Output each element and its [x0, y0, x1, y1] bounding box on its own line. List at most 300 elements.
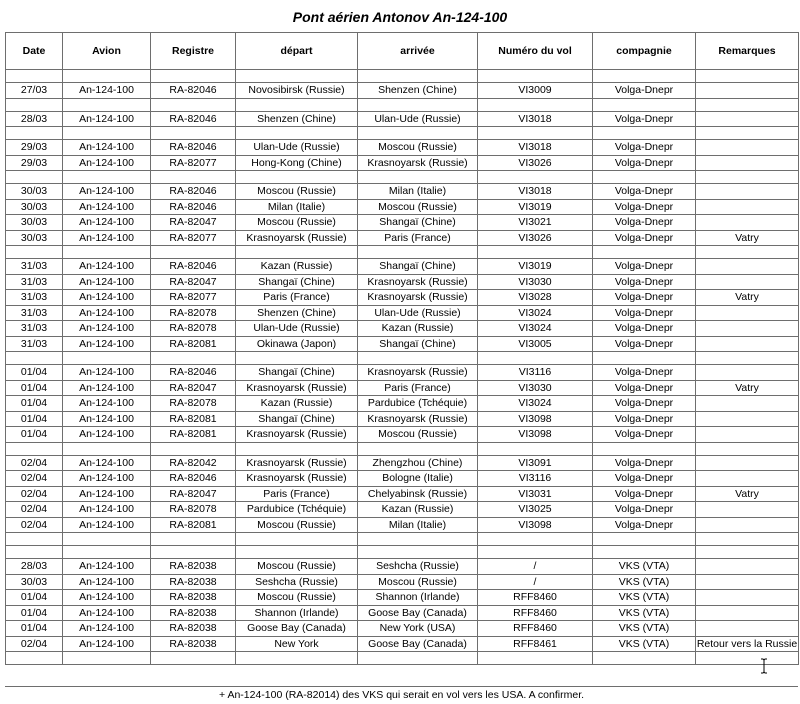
departure-cell[interactable]: Hong-Kong (Chine): [236, 155, 358, 171]
arrival-cell[interactable]: Pardubice (Tchéquie): [358, 396, 478, 412]
aircraft-cell[interactable]: An-124-100: [63, 199, 151, 215]
date-cell[interactable]: 29/03: [6, 140, 63, 156]
flight-number-cell[interactable]: VI3025: [478, 502, 593, 518]
flight-number-cell[interactable]: VI3019: [478, 259, 593, 275]
flight-number-cell[interactable]: VI3018: [478, 140, 593, 156]
registration-cell[interactable]: RA-82038: [151, 636, 236, 652]
flight-number-cell[interactable]: VI3026: [478, 230, 593, 246]
remarks-cell[interactable]: [696, 259, 799, 275]
registration-cell[interactable]: RA-82038: [151, 574, 236, 590]
aircraft-cell[interactable]: An-124-100: [63, 517, 151, 533]
date-cell[interactable]: 02/04: [6, 636, 63, 652]
aircraft-cell[interactable]: An-124-100: [63, 636, 151, 652]
arrival-cell[interactable]: Krasnoyarsk (Russie): [358, 411, 478, 427]
empty-cell[interactable]: [696, 442, 799, 455]
empty-cell[interactable]: [593, 98, 696, 111]
date-cell[interactable]: 02/04: [6, 517, 63, 533]
remarks-cell[interactable]: [696, 621, 799, 637]
aircraft-cell[interactable]: An-124-100: [63, 215, 151, 231]
company-cell[interactable]: Volga-Dnepr: [593, 199, 696, 215]
registration-cell[interactable]: RA-82081: [151, 427, 236, 443]
aircraft-cell[interactable]: An-124-100: [63, 590, 151, 606]
empty-cell[interactable]: [151, 70, 236, 83]
departure-cell[interactable]: Novosibirsk (Russie): [236, 83, 358, 99]
remarks-cell[interactable]: [696, 590, 799, 606]
registration-cell[interactable]: RA-82047: [151, 274, 236, 290]
registration-cell[interactable]: RA-82078: [151, 396, 236, 412]
flight-number-cell[interactable]: RFF8461: [478, 636, 593, 652]
remarks-cell[interactable]: Vatry: [696, 380, 799, 396]
remarks-cell[interactable]: [696, 83, 799, 99]
remarks-cell[interactable]: Vatry: [696, 486, 799, 502]
remarks-cell[interactable]: [696, 199, 799, 215]
registration-cell[interactable]: RA-82046: [151, 83, 236, 99]
company-cell[interactable]: Volga-Dnepr: [593, 365, 696, 381]
arrival-cell[interactable]: Shannon (Irlande): [358, 590, 478, 606]
date-cell[interactable]: 29/03: [6, 155, 63, 171]
empty-cell[interactable]: [63, 70, 151, 83]
empty-cell[interactable]: [478, 352, 593, 365]
empty-cell[interactable]: [696, 98, 799, 111]
flight-number-cell[interactable]: RFF8460: [478, 605, 593, 621]
remarks-cell[interactable]: [696, 305, 799, 321]
flight-number-cell[interactable]: VI3026: [478, 155, 593, 171]
empty-cell[interactable]: [478, 70, 593, 83]
flight-number-cell[interactable]: VI3098: [478, 411, 593, 427]
date-cell[interactable]: 31/03: [6, 290, 63, 306]
registration-cell[interactable]: RA-82078: [151, 502, 236, 518]
aircraft-cell[interactable]: An-124-100: [63, 83, 151, 99]
departure-cell[interactable]: Ulan-Ude (Russie): [236, 140, 358, 156]
company-cell[interactable]: Volga-Dnepr: [593, 111, 696, 127]
arrival-cell[interactable]: Ulan-Ude (Russie): [358, 111, 478, 127]
arrival-cell[interactable]: Shenzen (Chine): [358, 83, 478, 99]
arrival-cell[interactable]: Moscou (Russie): [358, 140, 478, 156]
empty-cell[interactable]: [6, 171, 63, 184]
empty-cell[interactable]: [236, 98, 358, 111]
aircraft-cell[interactable]: An-124-100: [63, 502, 151, 518]
date-cell[interactable]: 02/04: [6, 455, 63, 471]
remarks-cell[interactable]: [696, 365, 799, 381]
flight-number-cell[interactable]: VI3028: [478, 290, 593, 306]
departure-cell[interactable]: Shannon (Irlande): [236, 605, 358, 621]
remarks-cell[interactable]: [696, 559, 799, 575]
empty-cell[interactable]: [63, 533, 151, 546]
company-cell[interactable]: Volga-Dnepr: [593, 411, 696, 427]
remarks-cell[interactable]: [696, 502, 799, 518]
flight-number-cell[interactable]: /: [478, 574, 593, 590]
remarks-cell[interactable]: [696, 517, 799, 533]
empty-cell[interactable]: [478, 171, 593, 184]
departure-cell[interactable]: Ulan-Ude (Russie): [236, 321, 358, 337]
company-cell[interactable]: Volga-Dnepr: [593, 427, 696, 443]
aircraft-cell[interactable]: An-124-100: [63, 184, 151, 200]
remarks-cell[interactable]: [696, 574, 799, 590]
empty-cell[interactable]: [6, 352, 63, 365]
empty-cell[interactable]: [593, 70, 696, 83]
flight-number-cell[interactable]: VI3018: [478, 111, 593, 127]
departure-cell[interactable]: Shangaï (Chine): [236, 274, 358, 290]
company-cell[interactable]: Volga-Dnepr: [593, 215, 696, 231]
registration-cell[interactable]: RA-82078: [151, 305, 236, 321]
registration-cell[interactable]: RA-82046: [151, 111, 236, 127]
company-cell[interactable]: Volga-Dnepr: [593, 140, 696, 156]
departure-cell[interactable]: Paris (France): [236, 290, 358, 306]
company-cell[interactable]: VKS (VTA): [593, 621, 696, 637]
remarks-cell[interactable]: [696, 455, 799, 471]
company-cell[interactable]: Volga-Dnepr: [593, 396, 696, 412]
arrival-cell[interactable]: Bologne (Italie): [358, 471, 478, 487]
empty-cell[interactable]: [6, 98, 63, 111]
date-cell[interactable]: 01/04: [6, 590, 63, 606]
flight-number-cell[interactable]: RFF8460: [478, 590, 593, 606]
empty-cell[interactable]: [6, 70, 63, 83]
empty-cell[interactable]: [593, 652, 696, 665]
empty-cell[interactable]: [151, 533, 236, 546]
empty-cell[interactable]: [478, 127, 593, 140]
aircraft-cell[interactable]: An-124-100: [63, 621, 151, 637]
flight-number-cell[interactable]: VI3021: [478, 215, 593, 231]
empty-cell[interactable]: [151, 652, 236, 665]
date-cell[interactable]: 01/04: [6, 427, 63, 443]
date-cell[interactable]: 30/03: [6, 215, 63, 231]
departure-cell[interactable]: Shangaï (Chine): [236, 365, 358, 381]
company-cell[interactable]: Volga-Dnepr: [593, 274, 696, 290]
company-cell[interactable]: Volga-Dnepr: [593, 259, 696, 275]
remarks-cell[interactable]: [696, 336, 799, 352]
arrival-cell[interactable]: Moscou (Russie): [358, 427, 478, 443]
flight-number-cell[interactable]: VI3030: [478, 380, 593, 396]
departure-cell[interactable]: Pardubice (Tchéquie): [236, 502, 358, 518]
empty-cell[interactable]: [236, 546, 358, 559]
empty-cell[interactable]: [358, 70, 478, 83]
flight-number-cell[interactable]: VI3030: [478, 274, 593, 290]
aircraft-cell[interactable]: An-124-100: [63, 471, 151, 487]
departure-cell[interactable]: Krasnoyarsk (Russie): [236, 427, 358, 443]
arrival-cell[interactable]: Kazan (Russie): [358, 502, 478, 518]
empty-cell[interactable]: [6, 442, 63, 455]
empty-cell[interactable]: [478, 546, 593, 559]
remarks-cell[interactable]: [696, 411, 799, 427]
company-cell[interactable]: Volga-Dnepr: [593, 290, 696, 306]
empty-cell[interactable]: [696, 127, 799, 140]
flight-number-cell[interactable]: VI3116: [478, 365, 593, 381]
flight-number-cell[interactable]: VI3098: [478, 517, 593, 533]
date-cell[interactable]: 01/04: [6, 365, 63, 381]
empty-cell[interactable]: [63, 127, 151, 140]
aircraft-cell[interactable]: An-124-100: [63, 427, 151, 443]
empty-cell[interactable]: [151, 98, 236, 111]
empty-cell[interactable]: [151, 246, 236, 259]
empty-cell[interactable]: [593, 352, 696, 365]
empty-cell[interactable]: [478, 442, 593, 455]
empty-cell[interactable]: [236, 70, 358, 83]
empty-cell[interactable]: [63, 246, 151, 259]
remarks-cell[interactable]: [696, 184, 799, 200]
remarks-cell[interactable]: [696, 427, 799, 443]
arrival-cell[interactable]: Paris (France): [358, 380, 478, 396]
departure-cell[interactable]: Shangaï (Chine): [236, 411, 358, 427]
empty-cell[interactable]: [151, 352, 236, 365]
registration-cell[interactable]: RA-82078: [151, 321, 236, 337]
arrival-cell[interactable]: Goose Bay (Canada): [358, 636, 478, 652]
empty-cell[interactable]: [151, 127, 236, 140]
flight-number-cell[interactable]: VI3098: [478, 427, 593, 443]
arrival-cell[interactable]: Seshcha (Russie): [358, 559, 478, 575]
arrival-cell[interactable]: Krasnoyarsk (Russie): [358, 274, 478, 290]
empty-cell[interactable]: [6, 127, 63, 140]
departure-cell[interactable]: New York: [236, 636, 358, 652]
company-cell[interactable]: VKS (VTA): [593, 590, 696, 606]
remarks-cell[interactable]: Vatry: [696, 290, 799, 306]
empty-cell[interactable]: [151, 171, 236, 184]
company-cell[interactable]: VKS (VTA): [593, 559, 696, 575]
date-cell[interactable]: 01/04: [6, 411, 63, 427]
registration-cell[interactable]: RA-82077: [151, 155, 236, 171]
aircraft-cell[interactable]: An-124-100: [63, 259, 151, 275]
flight-number-cell[interactable]: RFF8460: [478, 621, 593, 637]
remarks-cell[interactable]: [696, 140, 799, 156]
empty-cell[interactable]: [593, 171, 696, 184]
flight-number-cell[interactable]: VI3018: [478, 184, 593, 200]
date-cell[interactable]: 30/03: [6, 199, 63, 215]
date-cell[interactable]: 01/04: [6, 396, 63, 412]
arrival-cell[interactable]: Milan (Italie): [358, 184, 478, 200]
arrival-cell[interactable]: Krasnoyarsk (Russie): [358, 365, 478, 381]
departure-cell[interactable]: Moscou (Russie): [236, 517, 358, 533]
empty-cell[interactable]: [696, 533, 799, 546]
empty-cell[interactable]: [358, 98, 478, 111]
date-cell[interactable]: 31/03: [6, 305, 63, 321]
empty-cell[interactable]: [6, 546, 63, 559]
registration-cell[interactable]: RA-82038: [151, 605, 236, 621]
empty-cell[interactable]: [151, 546, 236, 559]
arrival-cell[interactable]: Paris (France): [358, 230, 478, 246]
company-cell[interactable]: VKS (VTA): [593, 636, 696, 652]
registration-cell[interactable]: RA-82046: [151, 184, 236, 200]
aircraft-cell[interactable]: An-124-100: [63, 321, 151, 337]
empty-cell[interactable]: [593, 533, 696, 546]
company-cell[interactable]: Volga-Dnepr: [593, 305, 696, 321]
empty-cell[interactable]: [236, 533, 358, 546]
empty-cell[interactable]: [6, 246, 63, 259]
registration-cell[interactable]: RA-82042: [151, 455, 236, 471]
departure-cell[interactable]: Shenzen (Chine): [236, 111, 358, 127]
aircraft-cell[interactable]: An-124-100: [63, 380, 151, 396]
company-cell[interactable]: Volga-Dnepr: [593, 184, 696, 200]
empty-cell[interactable]: [696, 171, 799, 184]
departure-cell[interactable]: Milan (Italie): [236, 199, 358, 215]
arrival-cell[interactable]: Ulan-Ude (Russie): [358, 305, 478, 321]
empty-cell[interactable]: [151, 442, 236, 455]
registration-cell[interactable]: RA-82046: [151, 365, 236, 381]
empty-cell[interactable]: [593, 127, 696, 140]
aircraft-cell[interactable]: An-124-100: [63, 365, 151, 381]
departure-cell[interactable]: Krasnoyarsk (Russie): [236, 471, 358, 487]
empty-cell[interactable]: [593, 246, 696, 259]
departure-cell[interactable]: Kazan (Russie): [236, 396, 358, 412]
empty-cell[interactable]: [478, 246, 593, 259]
aircraft-cell[interactable]: An-124-100: [63, 155, 151, 171]
arrival-cell[interactable]: New York (USA): [358, 621, 478, 637]
remarks-cell[interactable]: [696, 321, 799, 337]
registration-cell[interactable]: RA-82081: [151, 411, 236, 427]
empty-cell[interactable]: [696, 546, 799, 559]
flight-number-cell[interactable]: VI3024: [478, 305, 593, 321]
empty-cell[interactable]: [236, 352, 358, 365]
date-cell[interactable]: 28/03: [6, 111, 63, 127]
empty-cell[interactable]: [236, 171, 358, 184]
departure-cell[interactable]: Seshcha (Russie): [236, 574, 358, 590]
aircraft-cell[interactable]: An-124-100: [63, 486, 151, 502]
aircraft-cell[interactable]: An-124-100: [63, 230, 151, 246]
date-cell[interactable]: 01/04: [6, 605, 63, 621]
date-cell[interactable]: 31/03: [6, 274, 63, 290]
remarks-cell[interactable]: [696, 605, 799, 621]
aircraft-cell[interactable]: An-124-100: [63, 559, 151, 575]
empty-cell[interactable]: [236, 246, 358, 259]
remarks-cell[interactable]: Retour vers la Russie: [696, 637, 798, 650]
company-cell[interactable]: Volga-Dnepr: [593, 380, 696, 396]
arrival-cell[interactable]: Goose Bay (Canada): [358, 605, 478, 621]
empty-cell[interactable]: [696, 246, 799, 259]
registration-cell[interactable]: RA-82038: [151, 621, 236, 637]
arrival-cell[interactable]: Shangaï (Chine): [358, 259, 478, 275]
company-cell[interactable]: Volga-Dnepr: [593, 155, 696, 171]
aircraft-cell[interactable]: An-124-100: [63, 111, 151, 127]
empty-cell[interactable]: [63, 546, 151, 559]
flight-number-cell[interactable]: VI3009: [478, 83, 593, 99]
date-cell[interactable]: 01/04: [6, 380, 63, 396]
empty-cell[interactable]: [6, 533, 63, 546]
flight-number-cell[interactable]: VI3024: [478, 396, 593, 412]
empty-cell[interactable]: [236, 442, 358, 455]
remarks-cell[interactable]: Vatry: [696, 230, 799, 246]
remarks-cell[interactable]: [696, 111, 799, 127]
empty-cell[interactable]: [593, 546, 696, 559]
registration-cell[interactable]: RA-82077: [151, 290, 236, 306]
company-cell[interactable]: Volga-Dnepr: [593, 517, 696, 533]
flight-number-cell[interactable]: VI3031: [478, 486, 593, 502]
company-cell[interactable]: Volga-Dnepr: [593, 502, 696, 518]
arrival-cell[interactable]: Moscou (Russie): [358, 574, 478, 590]
company-cell[interactable]: Volga-Dnepr: [593, 486, 696, 502]
registration-cell[interactable]: RA-82047: [151, 380, 236, 396]
company-cell[interactable]: Volga-Dnepr: [593, 471, 696, 487]
arrival-cell[interactable]: Shangaï (Chine): [358, 336, 478, 352]
company-cell[interactable]: Volga-Dnepr: [593, 321, 696, 337]
empty-cell[interactable]: [236, 127, 358, 140]
empty-cell[interactable]: [358, 533, 478, 546]
aircraft-cell[interactable]: An-124-100: [63, 336, 151, 352]
empty-cell[interactable]: [358, 127, 478, 140]
arrival-cell[interactable]: Kazan (Russie): [358, 321, 478, 337]
registration-cell[interactable]: RA-82081: [151, 336, 236, 352]
flight-number-cell[interactable]: VI3005: [478, 336, 593, 352]
registration-cell[interactable]: RA-82038: [151, 559, 236, 575]
empty-cell[interactable]: [6, 652, 63, 665]
empty-cell[interactable]: [358, 442, 478, 455]
aircraft-cell[interactable]: An-124-100: [63, 605, 151, 621]
departure-cell[interactable]: Shenzen (Chine): [236, 305, 358, 321]
empty-cell[interactable]: [63, 98, 151, 111]
flight-number-cell[interactable]: VI3024: [478, 321, 593, 337]
aircraft-cell[interactable]: An-124-100: [63, 274, 151, 290]
empty-cell[interactable]: [236, 652, 358, 665]
aircraft-cell[interactable]: An-124-100: [63, 411, 151, 427]
arrival-cell[interactable]: Milan (Italie): [358, 517, 478, 533]
registration-cell[interactable]: RA-82046: [151, 471, 236, 487]
registration-cell[interactable]: RA-82047: [151, 215, 236, 231]
empty-cell[interactable]: [63, 352, 151, 365]
company-cell[interactable]: VKS (VTA): [593, 574, 696, 590]
departure-cell[interactable]: Okinawa (Japon): [236, 336, 358, 352]
company-cell[interactable]: Volga-Dnepr: [593, 336, 696, 352]
remarks-cell[interactable]: [696, 396, 799, 412]
registration-cell[interactable]: RA-82047: [151, 486, 236, 502]
remarks-cell[interactable]: [696, 471, 799, 487]
empty-cell[interactable]: [478, 652, 593, 665]
aircraft-cell[interactable]: An-124-100: [63, 140, 151, 156]
date-cell[interactable]: 30/03: [6, 230, 63, 246]
departure-cell[interactable]: Kazan (Russie): [236, 259, 358, 275]
date-cell[interactable]: 31/03: [6, 259, 63, 275]
flight-number-cell[interactable]: /: [478, 559, 593, 575]
remarks-cell[interactable]: [696, 274, 799, 290]
departure-cell[interactable]: Krasnoyarsk (Russie): [236, 380, 358, 396]
empty-cell[interactable]: [63, 652, 151, 665]
company-cell[interactable]: VKS (VTA): [593, 605, 696, 621]
flight-number-cell[interactable]: VI3091: [478, 455, 593, 471]
date-cell[interactable]: 30/03: [6, 184, 63, 200]
empty-cell[interactable]: [696, 70, 799, 83]
empty-cell[interactable]: [358, 652, 478, 665]
date-cell[interactable]: 27/03: [6, 83, 63, 99]
departure-cell[interactable]: Krasnoyarsk (Russie): [236, 455, 358, 471]
empty-cell[interactable]: [63, 442, 151, 455]
date-cell[interactable]: 31/03: [6, 321, 63, 337]
empty-cell[interactable]: [63, 171, 151, 184]
empty-cell[interactable]: [478, 98, 593, 111]
date-cell[interactable]: 31/03: [6, 336, 63, 352]
departure-cell[interactable]: Paris (France): [236, 486, 358, 502]
arrival-cell[interactable]: Moscou (Russie): [358, 199, 478, 215]
registration-cell[interactable]: RA-82046: [151, 140, 236, 156]
empty-cell[interactable]: [696, 352, 799, 365]
empty-cell[interactable]: [358, 171, 478, 184]
remarks-cell[interactable]: [696, 215, 799, 231]
registration-cell[interactable]: RA-82046: [151, 259, 236, 275]
arrival-cell[interactable]: Krasnoyarsk (Russie): [358, 155, 478, 171]
company-cell[interactable]: Volga-Dnepr: [593, 83, 696, 99]
empty-cell[interactable]: [358, 352, 478, 365]
arrival-cell[interactable]: Krasnoyarsk (Russie): [358, 290, 478, 306]
aircraft-cell[interactable]: An-124-100: [63, 396, 151, 412]
empty-cell[interactable]: [593, 442, 696, 455]
arrival-cell[interactable]: Zhengzhou (Chine): [358, 455, 478, 471]
empty-cell[interactable]: [358, 546, 478, 559]
aircraft-cell[interactable]: An-124-100: [63, 305, 151, 321]
date-cell[interactable]: 28/03: [6, 559, 63, 575]
flight-number-cell[interactable]: VI3116: [478, 471, 593, 487]
aircraft-cell[interactable]: An-124-100: [63, 455, 151, 471]
departure-cell[interactable]: Moscou (Russie): [236, 559, 358, 575]
arrival-cell[interactable]: Shangaï (Chine): [358, 215, 478, 231]
registration-cell[interactable]: RA-82081: [151, 517, 236, 533]
arrival-cell[interactable]: Chelyabinsk (Russie): [358, 486, 478, 502]
date-cell[interactable]: 01/04: [6, 621, 63, 637]
date-cell[interactable]: 02/04: [6, 502, 63, 518]
